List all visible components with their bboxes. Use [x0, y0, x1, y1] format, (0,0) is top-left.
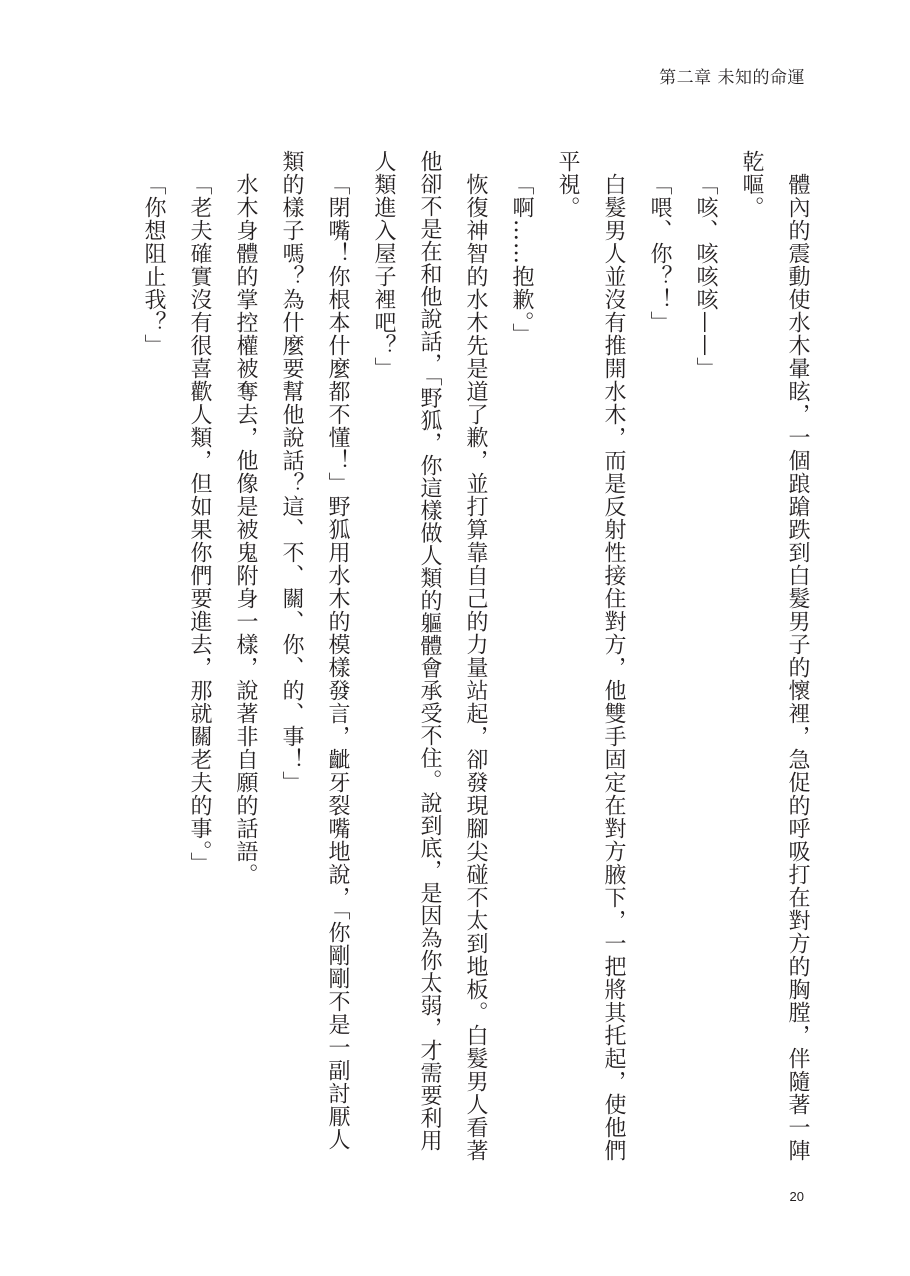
text-line: 類的樣子嗎？為什麼要幫他說話？這、不、關、你、的、事！」 — [279, 150, 304, 794]
paragraph — [222, 150, 268, 1190]
paragraph — [636, 150, 682, 1190]
paragraph — [360, 150, 498, 1190]
paragraph — [176, 150, 222, 1190]
text-line: 水木身體的掌控權被奪去，他像是被鬼附身一樣，說著非自願的話語。 — [233, 173, 258, 886]
text-line: 體內的震動使水木暈眩，一個踉蹌跌到白髮男子的懷裡，急促的呼吸打在對方的胸膛，伴隨著一陣 — [785, 173, 810, 1162]
chapter-header: 第二章 未知的命運 — [659, 68, 805, 88]
paragraph — [682, 150, 728, 1190]
paragraph — [498, 150, 544, 1190]
text-line: 乾嘔。 — [739, 150, 764, 219]
paragraph — [544, 150, 636, 1190]
text-line: 平視。 — [555, 150, 580, 219]
text-line: 「啊……抱歉。」 — [509, 173, 534, 346]
text-line: 人類進入屋子裡吧？」 — [371, 150, 396, 380]
paragraph — [130, 150, 176, 1190]
text-line: 他卻不是在和他說話，「野狐，你這樣做人類的軀體會承受不住。說到底，是因為你太弱，才需要利用 — [417, 150, 442, 1152]
text-line: 「閉嘴！你根本什麼都不懂！」野狐用水木的模樣發言，齜牙裂嘴地說，「你剛剛不是一副討厭人 — [325, 173, 350, 1151]
text-line: 「你想阻止我？」 — [141, 173, 166, 357]
text-line: 「喂、你？！」 — [647, 173, 672, 334]
paragraph — [728, 150, 820, 1190]
paragraph — [268, 150, 360, 1190]
text-line: 「咳、咳咳咳——」 — [693, 173, 718, 380]
page-number: 20 — [789, 1189, 804, 1204]
text-line: 恢復神智的水木先是道了歉，並打算靠自己的力量站起，卻發現腳尖碰不太到地板。白髮男人看著 — [463, 173, 488, 1162]
body-text — [130, 150, 820, 1190]
text-line: 「老夫確實沒有很喜歡人類，但如果你們要進去，那就關老夫的事。」 — [187, 173, 212, 875]
text-line: 白髮男人並沒有推開水木，而是反射性接住對方，他雙手固定在對方腋下，一把將其托起，使他們 — [601, 173, 626, 1162]
